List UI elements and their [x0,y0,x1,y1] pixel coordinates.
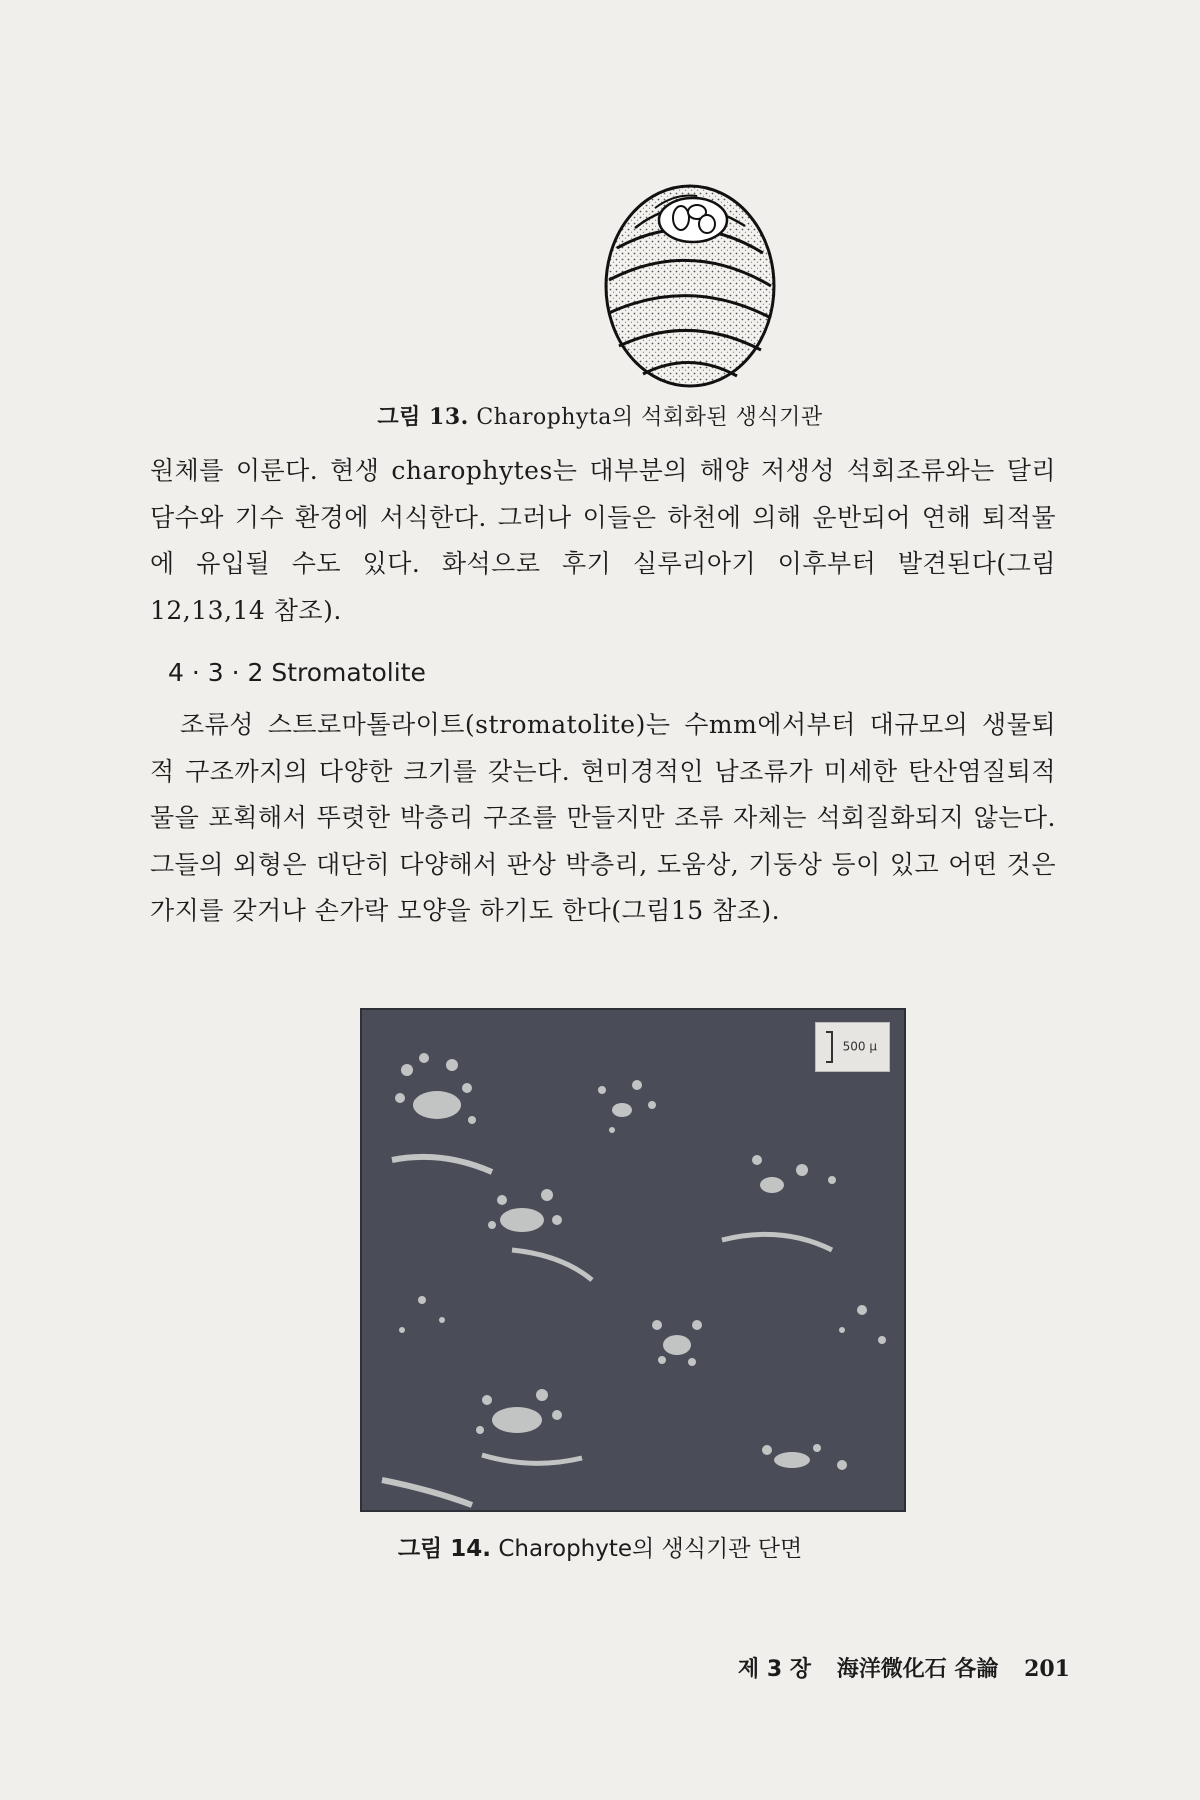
figure-13-caption [150,400,1050,431]
paragraph-charophytes: 원체를 이룬다. 현생 charophytes는 대부분의 해양 저생성 석회조류와는 달리 담수와 기수 환경에 서식한다. 그러나 이들은 하천에 의해 운반되어 연해 퇴적물에 유입될 수도 있다. 화석으로 후기 실루리아기 이후부터 발견된다(그림12,13,14 참조). [150,456,1056,625]
figure-14-caption [150,1530,1050,1563]
charophyte-section-micrograph [360,1008,906,1512]
footer-title: 海洋微化石 各論 [836,1657,999,1682]
page-number: 201 [1024,1656,1070,1682]
footer-chapter: 제 3 장 [737,1657,812,1682]
scale-bar-bracket [826,1031,833,1063]
charophyta-gyrogonite-illustration [585,168,795,398]
paragraph-stromatolite: 조류성 스트로마톨라이트(stromatolite)는 수mm에서부터 대규모의 생물퇴적 구조까지의 다양한 크기를 갖는다. 현미경적인 남조류가 미세한 탄산염질퇴적물을 포획해서 뚜렷한 박층리 구조를 만들지만 조류 자체는 석회질화되지 않는다. 그들의 외형은 대단히 다양해서 판상 박층리, 도움상, 기둥상 등이 있고 어떤 것은 가지를 갖거나 손가락 모양을 하기도 한다(그림15 참조). [150,710,1056,925]
figure-13-number: 그림 13. [377,404,469,430]
scale-bar-label: 500 μ [842,1039,877,1054]
figure-14-number: 그림 14. [397,1536,491,1562]
section-heading-stromatolite: 4 · 3 · 2 Stromatolite [168,658,426,687]
figure-13-caption-text: Charophyta의 석회화된 생식기관 [476,405,823,430]
figure-14-caption-text: Charophyte의 생식기관 단면 [498,1536,803,1562]
page-footer [720,1652,1070,1683]
scale-bar [815,1022,890,1072]
